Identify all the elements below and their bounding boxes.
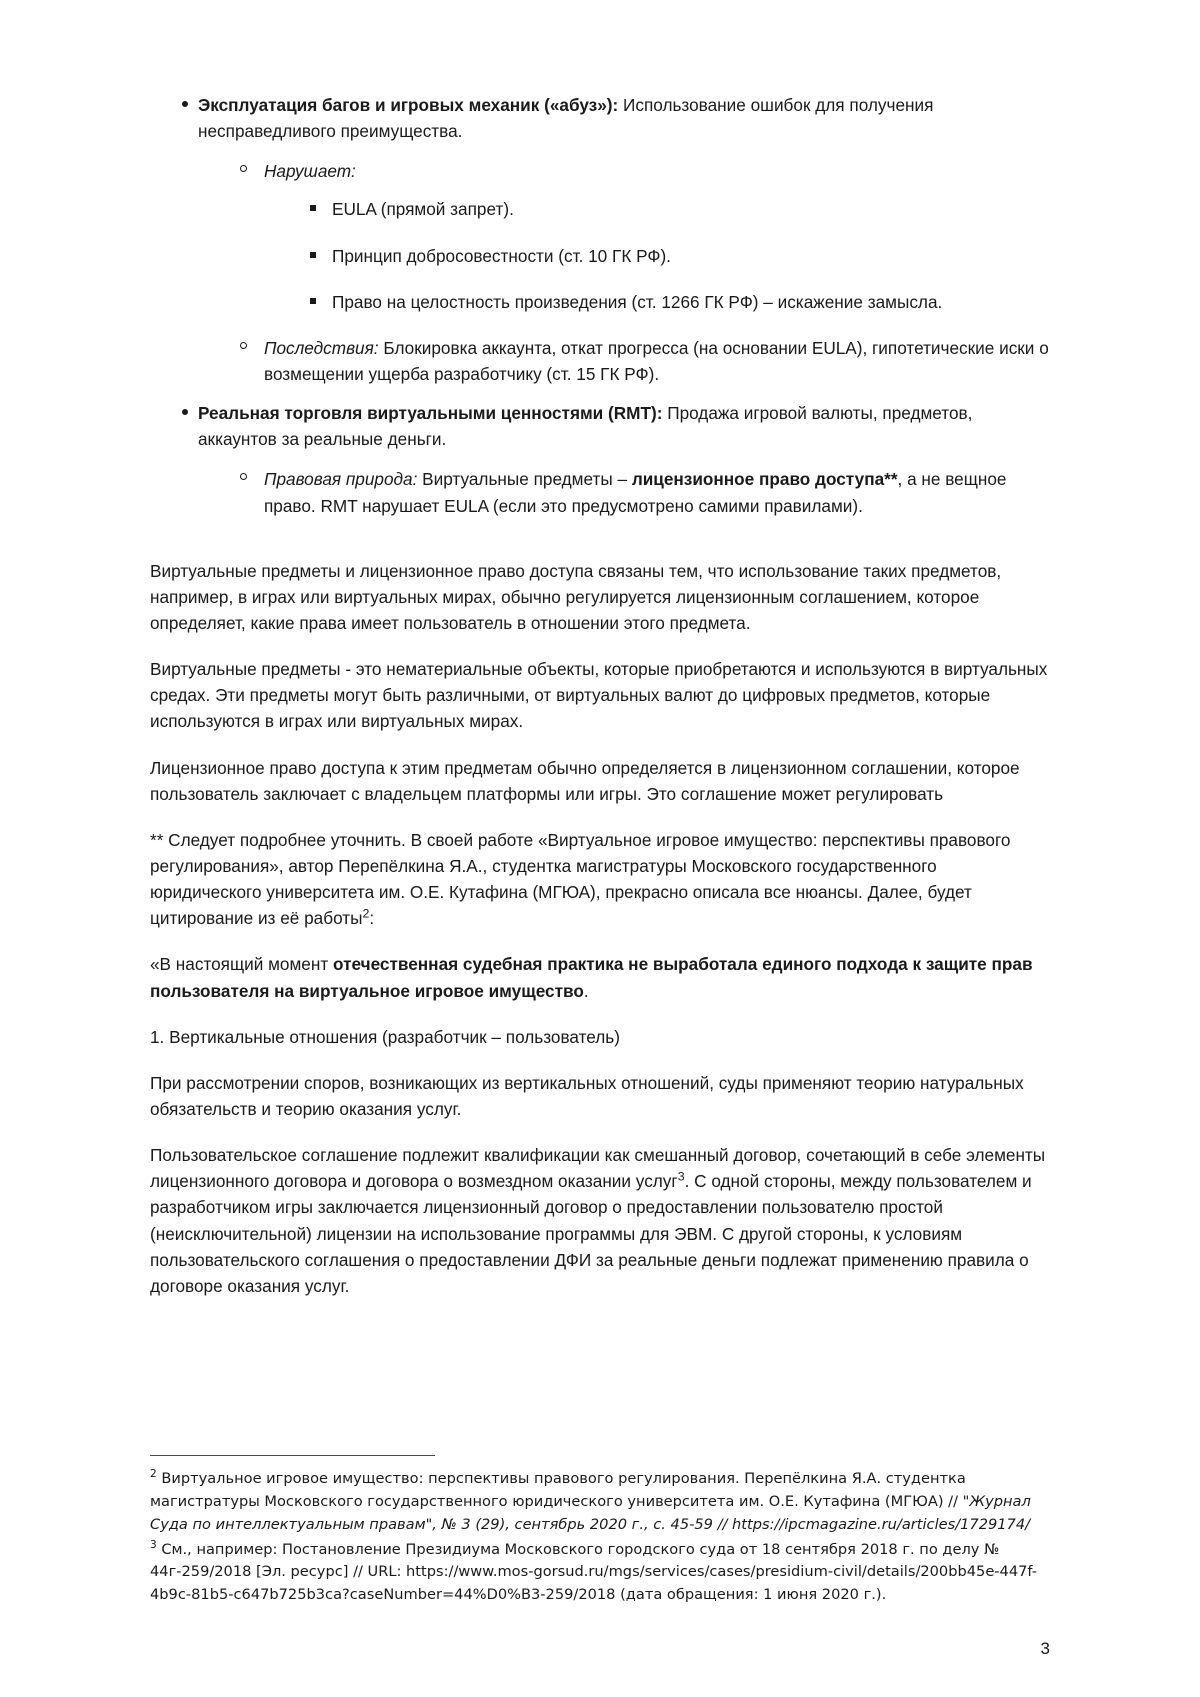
- consequences-label: Последствия:: [264, 337, 379, 358]
- paragraph-mixed-contract: [150, 1142, 1050, 1299]
- violation-item: [264, 243, 1050, 269]
- violation-text: EULA (прямой запрет).: [332, 199, 514, 220]
- circle-bullet-icon: [240, 342, 247, 349]
- footnote-2-marker: 2: [150, 1468, 157, 1481]
- abuse-sub-list: [198, 158, 1050, 387]
- paragraph-clarification: [150, 827, 1050, 932]
- section-heading-vertical-relations: 1. Вертикальные отношения (разработчик – пользователь): [150, 1026, 620, 1047]
- bullet-abuse-lead: Эксплуатация багов и игровых механик («абуз»):: [198, 95, 619, 115]
- violations-list: [264, 196, 1050, 314]
- footnote-separator-rule: [150, 1455, 435, 1456]
- sub-item-violates: [198, 158, 1050, 315]
- footnote-3-marker: 3: [150, 1538, 157, 1551]
- violates-label: Нарушает:: [264, 161, 356, 182]
- circle-bullet-icon: [240, 165, 247, 172]
- disc-bullet-icon: [182, 101, 188, 107]
- bullet-rmt-text: [198, 403, 972, 449]
- disc-bullet-icon: [182, 409, 188, 415]
- bullet-item-rmt: [150, 400, 1050, 519]
- paragraph-virtual-items-link: Виртуальные предметы и лицензионное право доступа связаны тем, что использование таких предметов, например, в играх или виртуальных мирах, обычно регулируется лицензионным соглашением, которое определяет, какие права имеет пользователь в отношении этого предмета.: [150, 560, 1002, 633]
- violation-text: Право на целостность произведения (ст. 1266 ГК РФ) – искажение замысла.: [332, 291, 943, 312]
- page-number: 3: [1040, 1639, 1050, 1658]
- square-bullet-icon: [310, 205, 316, 211]
- bullet-item-abuse: [150, 92, 1050, 387]
- violation-item: [264, 289, 1050, 315]
- footnote-2-citation: "Журнал Суда по интеллектуальным правам", № 3 (29), сентябрь 2020 г., с. 45-59 // https://ipcmagazine.ru/articles/1729174/: [150, 1493, 1031, 1533]
- mixed-contract-before: Пользовательское соглашение подлежит квалификации как смешанный договор, сочетающий в себе элементы лицензионного договора и договора о возмездном оказании услуг: [150, 1145, 1046, 1192]
- bullet-rmt-lead: Реальная торговля виртуальными ценностями (RMT):: [198, 403, 663, 424]
- consequences-text: Блокировка аккаунта, откат прогресса (на основании EULA), гипотетические иски о возмещении ущерба разработчику (ст. 15 ГК РФ).: [264, 337, 1049, 384]
- bullet-rmt-rest: Продажа игровой валюты, предметов, аккаунтов за реальные деньги.: [198, 403, 973, 450]
- circle-bullet-icon: [240, 473, 247, 480]
- bullet-abuse-rest: Использование ошибок для получения несправедливого преимущества.: [198, 95, 934, 142]
- quote-bold: отечественная судебная практика не выработала единого подхода к защите прав пользователя на виртуальное игровое имущество: [150, 954, 1033, 1001]
- legal-nature-post: , а не вещное право. RMT нарушает EULA (если это предусмотрено самими правилами).: [264, 469, 1007, 516]
- bullet-abuse-text: [198, 95, 933, 141]
- footnote-2-text: Виртуальное игровое имущество: перспективы правового регулирования. Перепёлкина Я.А. студентка магистратуры Московского государственного юридического университета им. О.Е. Кутафина (МГЮА) //: [150, 1470, 966, 1511]
- mixed-contract-after: . С одной стороны, между пользователем и разработчиком игры заключается лицензионный договор о предоставлении пользователю простой (неисключительной) лицензии на использование программы для ЭВМ. С другой стороны, к условиям пользовательского соглашения о предоставлении ДФИ за реальные деньги подлежат применению правила о договоре оказания услуг.: [150, 1171, 1032, 1296]
- quote-closing: .: [583, 980, 589, 1001]
- quote-block: [150, 951, 1050, 1003]
- legal-nature-bold: лицензионное право доступа**: [631, 469, 898, 490]
- footnote-ref-2[interactable]: 2: [362, 906, 370, 921]
- legal-nature-label: Правовая природа:: [264, 469, 418, 490]
- rmt-sub-list: [198, 466, 1050, 518]
- sub-item-consequences: [198, 335, 1050, 387]
- document-body: [150, 92, 1050, 1299]
- footnote-2: [150, 1468, 1050, 1536]
- clarification-text: ** Следует подробнее уточнить. В своей работе «Виртуальное игровое имущество: перспективы правового регулирования», автор Перепёлкина Я.А., студентка магистратуры Московского государственного юридического университета им. О.Е. Кутафина (МГЮА), прекрасно описала все нюансы. Далее, будет цитирование из её работы: [150, 829, 1011, 929]
- violation-text: Принцип добросовестности (ст. 10 ГК РФ).: [332, 245, 671, 266]
- violation-item: [264, 196, 1050, 222]
- paragraph-disputes-theory: При рассмотрении споров, возникающих из вертикальных отношений, суды применяют теорию натуральных обязательств и теорию оказания услуг.: [150, 1072, 1024, 1119]
- square-bullet-icon: [310, 298, 316, 304]
- quote-opening: «В настоящий момент: [150, 954, 333, 975]
- legal-nature-pre: Виртуальные предметы –: [417, 469, 632, 490]
- paragraph-license-access: Лицензионное право доступа к этим предметам обычно определяется в лицензионном соглашении, которое пользователь заключает с владельцем платформы или игры. Это соглашение может регулировать: [150, 757, 1020, 804]
- footnotes-section: [150, 1455, 1050, 1607]
- top-level-bullet-list: [150, 92, 1050, 519]
- sub-item-legal-nature: [198, 466, 1050, 518]
- clarification-colon: :: [369, 908, 375, 929]
- footnote-3: [150, 1539, 1050, 1607]
- footnote-3-text: См., например: Постановление Президиума Московского городского суда от 18 сентября 2018 г. по делу № 44г-259/2018 [Эл. ресурс] // URL: https://www.mos-gorsud.ru/mgs/services/cases/presidium-civil/details/200bb45e-447f-4b9c-81b5-c647b725b3ca?caseNumber=44%D0%B3-259/2018 (дата обращения: 1 июня 2020 г.).: [150, 1540, 1038, 1604]
- square-bullet-icon: [310, 252, 316, 258]
- footnote-ref-3[interactable]: 3: [677, 1169, 685, 1184]
- paragraph-virtual-items-definition: Виртуальные предметы - это нематериальные объекты, которые приобретаются и используются в виртуальных средах. Эти предметы могут быть различными, от виртуальных валют до цифровых предметов, которые используются в играх или виртуальных мирах.: [150, 659, 1048, 732]
